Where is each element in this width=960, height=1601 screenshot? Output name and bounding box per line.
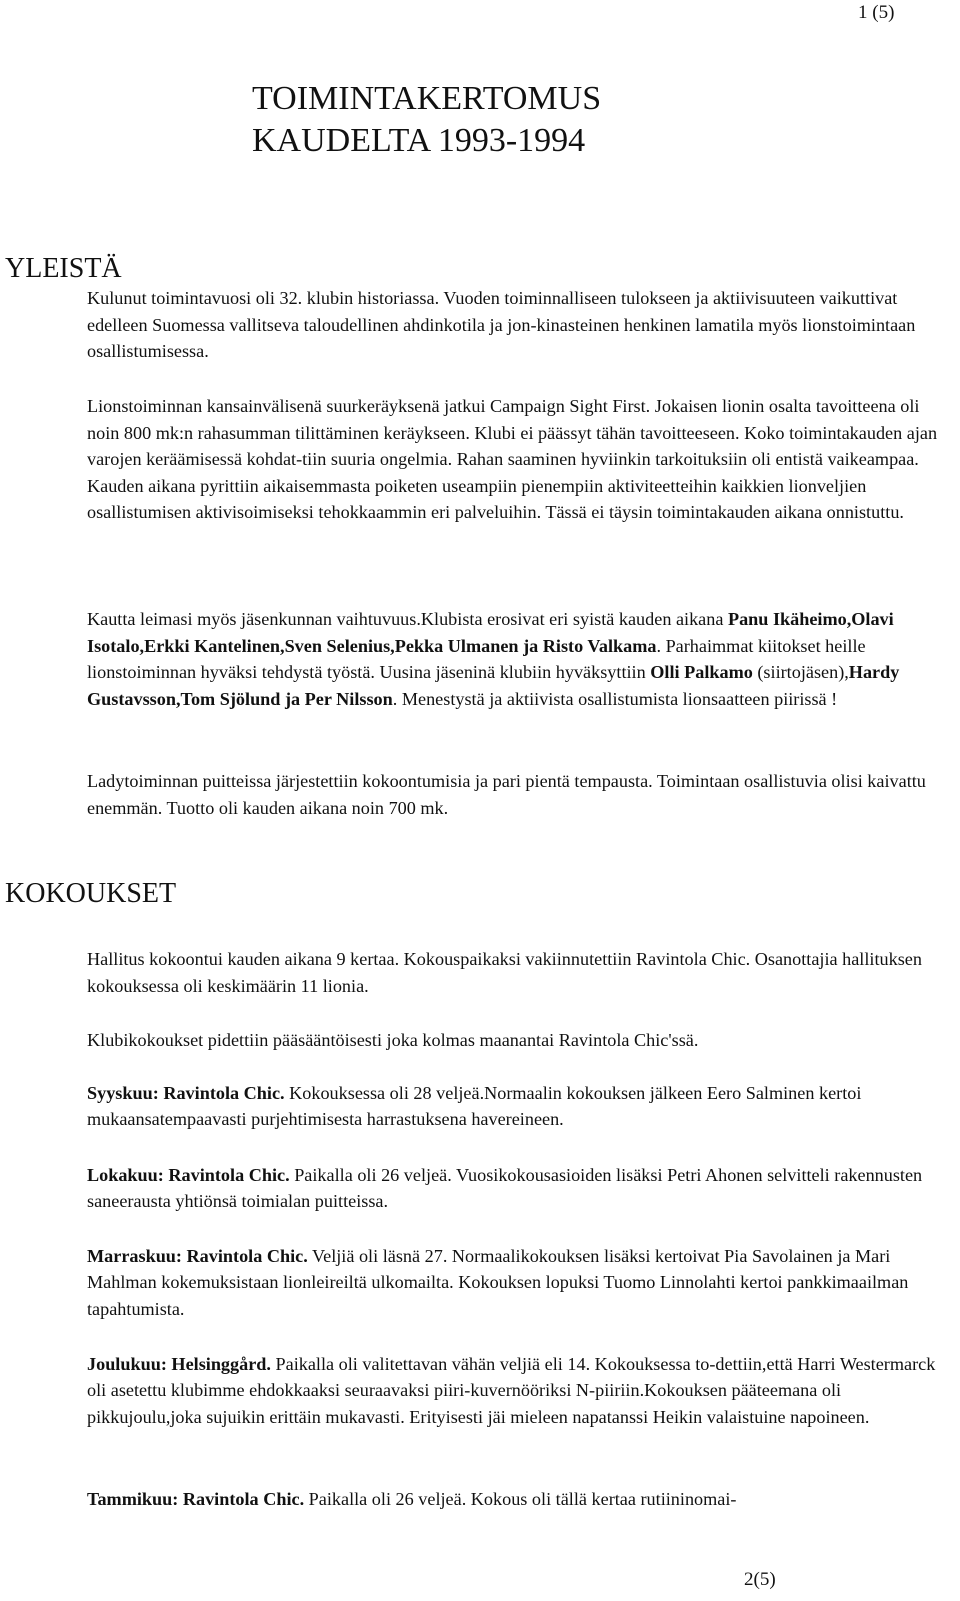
page-number: 1 (5) bbox=[858, 2, 895, 23]
section-heading-kokoukset: KOKOUKSET bbox=[5, 878, 177, 909]
meeting-text: Kokouksessa oli 28 veljeä.Normaalin kokouksen jälkeen Eero Salminen kertoi mukaansatempaavasti purjehtimisesta harrastuksena havereineen. bbox=[87, 1083, 862, 1130]
yleista-paragraph-4: Ladytoiminnan puitteissa järjestettiin kokoontumisia ja pari pientä tempausta. Toimintaan osallistuvia olisi kaivattu enemmän. Tuotto oli kauden aikana noin 700 mk. bbox=[87, 771, 926, 818]
yleista-paragraph-2: Lionstoiminnan kansainvälisenä suurkeräyksenä jatkui Campaign Sight First. Jokaisen lionin osalta tavoitteena oli noin 800 mk:n rahasumman tilittäminen keräykseen. Klubi ei päässyt tähän tavoitteeseen. Koko toimintakauden ajan varojen keräämisessä kohdat-tiin suuria ongelmia. Rahan saaminen hyviinkin tarkoituksiin oli entistä vaikeampaa. Kauden aikana pyrittiin aikaisemmasta poiketen useampiin pienempiin aktiviteetteihin kaikkien lionveljien osallistumisen aktivisoimiseksi tehokkaammin eri palveluihin. Tässä ei täysin toimintakauden aikana onnistuttu. bbox=[87, 396, 938, 523]
meeting-text: Paikalla oli valitettavan vähän veljiä eli 14. Kokouksessa to-dettiin,että Harri Westermarck oli asetettu klubimme ehdokkaaksi seuraavaksi piiri-kuvernööriksi N-piiriin.Kokouksen pääteemana oli pikkujoulu,joka sujuikin erittäin mukavasti. Erityisesti jäi mieleen napatanssi Heikin valaistuine napoineen. bbox=[87, 1354, 936, 1427]
meeting-marraskuu bbox=[87, 1243, 947, 1322]
yleista-paragraph-1: Kulunut toimintavuosi oli 32. klubin historiassa. Vuoden toiminnalliseen tulokseen ja aktiivisuuteen vaikuttivat edelleen Suomessa vallitseva taloudellinen ahdinkotila ja jon-kinasteinen henkinen lamatila myös lionstoimintaan osallistumisessa. bbox=[87, 288, 916, 362]
meeting-lokakuu bbox=[87, 1162, 947, 1215]
kokoukset-paragraph-1: Hallitus kokoontui kauden aikana 9 kertaa. Kokouspaikaksi vakiinnutettiin Ravintola Chic. Osanottajia hallituksen kokouksessa oli keskimäärin 11 lionia. bbox=[87, 949, 922, 996]
title-line-2: KAUDELTA 1993-1994 bbox=[252, 122, 586, 159]
yleista-paragraph-3 bbox=[87, 606, 947, 712]
kokoukset-paragraph-2: Klubikokoukset pidettiin pääsääntöisesti joka kolmas maanantai Ravintola Chic'ssä. bbox=[87, 1030, 699, 1050]
meeting-label: Tammikuu: Ravintola Chic. bbox=[87, 1489, 305, 1509]
meeting-label: Lokakuu: Ravintola Chic. bbox=[87, 1165, 290, 1185]
p3-text-a: Kautta leimasi myös jäsenkunnan vaihtuvuus.Klubista erosivat eri syistä kauden aikana bbox=[87, 609, 728, 629]
new-member-transfer: Olli Palkamo bbox=[650, 662, 753, 683]
meeting-text: Paikalla oli 26 veljeä. Kokous oli tällä kertaa rutiininomai- bbox=[304, 1489, 737, 1509]
meeting-text: Paikalla oli 26 veljeä. Vuosikokousasioiden lisäksi Petri Ahonen selvitteli rakennusten saneerausta yhtiönsä toimialan puitteissa. bbox=[87, 1165, 923, 1212]
meeting-tammikuu bbox=[87, 1486, 947, 1512]
meeting-label: Syyskuu: Ravintola Chic. bbox=[87, 1083, 285, 1103]
resigned-members: Panu Ikäheimo,Olavi Isotalo,Erkki Kantelinen,Sven Selenius,Pekka Ulmanen ja Risto Valkama bbox=[87, 609, 894, 656]
meeting-syyskuu bbox=[87, 1080, 947, 1133]
new-members: Hardy Gustavsson,Tom Sjölund ja Per Nilsson bbox=[87, 662, 900, 709]
title-line-1: TOIMINTAKERTOMUS bbox=[252, 80, 602, 117]
meeting-text: Veljiä oli läsnä 27. Normaalikokouksen lisäksi kertoivat Pia Savolainen ja Mari Mahlman kokemuksistaan lionleireiltä ulkomailta. Kokouksen lopuksi Tuomo Linnolahti kertoi pankkimaailman tapahtumista. bbox=[87, 1246, 909, 1319]
document-title bbox=[252, 78, 601, 162]
p3-text-g: . Menestystä ja aktiivista osallistumista lionsaatteen piirissä ! bbox=[392, 688, 838, 709]
p3-text-e: (siirtojäsen), bbox=[752, 662, 849, 683]
section-heading-yleista: YLEISTÄ bbox=[5, 253, 122, 284]
meeting-label: Joulukuu: Helsinggård. bbox=[87, 1354, 271, 1374]
p3-text-c: . Parhaimmat kiitokset heille lionstoiminnan hyväksi tehdystä työstä. Uusina jäseninä klubiin hyväksyttiin bbox=[87, 635, 866, 683]
meeting-label: Marraskuu: Ravintola Chic. bbox=[87, 1246, 308, 1266]
meeting-joulukuu bbox=[87, 1351, 947, 1430]
next-page-marker: 2(5) bbox=[744, 1569, 776, 1590]
